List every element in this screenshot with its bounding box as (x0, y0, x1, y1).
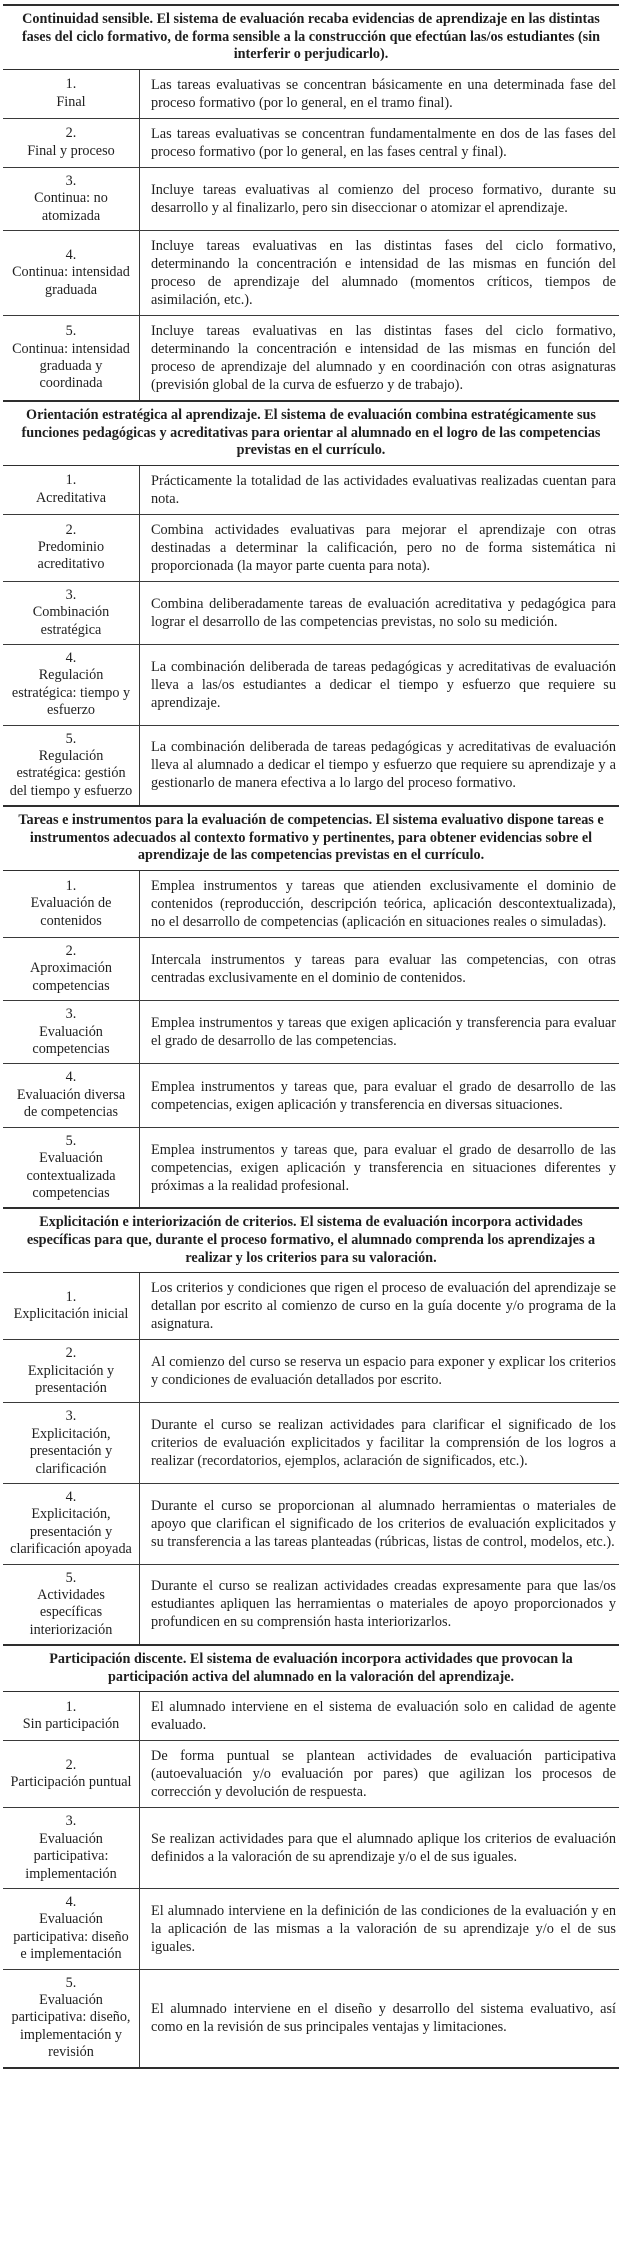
level-description: La combinación deliberada de tareas pedagógicas y acreditativas de evaluación lleva a las/os estudiantes a dedicar el tiempo y esfuerzo que requiere su aprendizaje. (151, 658, 616, 711)
level-description-cell (140, 726, 619, 806)
level-description-cell (140, 466, 619, 514)
level-description: Las tareas evaluativas se concentran básicamente en una determinada fase del proceso formativo (por lo general, en el tramo final). (151, 76, 616, 111)
criterion-row (3, 466, 619, 514)
level-label: Evaluación participativa: implementación (25, 1830, 117, 1882)
level-description-cell (140, 1484, 619, 1564)
level-description-cell (140, 231, 619, 315)
level-number: 3. (65, 1408, 77, 1425)
level-label: Aproximación competencias (30, 960, 112, 994)
level-label: Explicitación y presentación (27, 1362, 115, 1396)
level-description-cell (140, 871, 619, 937)
level-number: 2. (65, 1756, 77, 1773)
level-number: 1. (65, 76, 77, 93)
level-description: De forma puntual se plantean actividades de evaluación participativa (autoevaluación y/o evaluación por pares) que agilizan los procesos de corrección y devolución de respuesta. (151, 1748, 616, 1801)
section-header: Continuidad sensible. El sistema de evaluación recaba evidencias de aprendizaje en las distintas fases del ciclo formativo, de forma sensible a la construcción que efectúan las/os estudiantes (sin interferir o perjudicarlo). (3, 4, 619, 70)
section-header: Explicitación e interiorización de criterios. El sistema de evaluación incorpora actividades específicas para que, durante el proceso formativo, el alumnado comprenda los aprendizajes a realizar y los criterios para su valoración. (3, 1207, 619, 1273)
criterion-row (3, 937, 619, 1000)
level-label: Evaluación competencias (32, 1023, 110, 1058)
level-description-cell (140, 1340, 619, 1402)
section-header: Orientación estratégica al aprendizaje. El sistema de evaluación combina estratégicamente sus funciones pedagógicas y acreditativas para orientar al alumnado en el logro de las competencias previstas en el currículo. (3, 400, 619, 466)
level-number: 1. (65, 472, 77, 489)
level-label: Explicitación, presentación y clarificación apoyada (10, 1506, 132, 1558)
level-number: 5. (65, 323, 77, 340)
level-cell (3, 231, 140, 315)
rubric-section (3, 805, 619, 1207)
level-cell (3, 316, 140, 400)
criterion-row (3, 1740, 619, 1807)
criterion-row (3, 1692, 619, 1740)
criterion-row (3, 70, 619, 118)
level-label: Regulación estratégica: tiempo y esfuerzo (11, 667, 131, 719)
level-description: Las tareas evaluativas se concentran fundamentalmente en dos de las fases del proceso formativo (por lo general, en las fases central y final). (151, 125, 616, 160)
level-cell (3, 168, 140, 230)
level-number: 2. (65, 125, 77, 142)
level-number: 4. (65, 1069, 77, 1086)
level-description-cell (140, 1808, 619, 1888)
level-number: 5. (65, 1132, 77, 1149)
level-number: 4. (65, 1488, 77, 1505)
rubric-section (3, 4, 619, 400)
level-cell (3, 466, 140, 514)
criterion-row (3, 644, 619, 725)
level-description: Al comienzo del curso se reserva un espacio para exponer y explicar los criterios y condiciones de evaluación detallados por escrito. (151, 1354, 616, 1389)
level-label: Explicitación, presentación y clarificación (29, 1425, 113, 1477)
criterion-row (3, 1339, 619, 1402)
level-description-cell (140, 515, 619, 581)
level-description-cell (140, 1970, 619, 2067)
level-cell (3, 1340, 140, 1402)
level-description-cell (140, 1889, 619, 1969)
level-cell (3, 1889, 140, 1969)
level-number: 1. (65, 1698, 77, 1715)
level-description: Los criterios y condiciones que rigen el proceso de evaluación del aprendizaje se detallan por escrito al comienzo de curso en la guía docente y/o programa de la asignatura. (151, 1280, 616, 1333)
rubric-section (3, 400, 619, 805)
level-cell (3, 1692, 140, 1740)
level-cell (3, 1403, 140, 1483)
level-number: 4. (65, 650, 77, 666)
level-description-cell (140, 582, 619, 644)
level-label: Evaluación contextualizada competencias (26, 1150, 116, 1201)
level-cell (3, 1001, 140, 1063)
criterion-row (3, 1127, 619, 1208)
level-description-cell (140, 316, 619, 400)
level-cell (3, 70, 140, 118)
level-description-cell (140, 938, 619, 1000)
criterion-row (3, 1402, 619, 1483)
level-number: 3. (65, 1006, 77, 1023)
criterion-row (3, 1807, 619, 1888)
level-label: Evaluación participativa: diseño e implementación (13, 1911, 129, 1963)
rubric-section (3, 1207, 619, 1644)
criterion-row (3, 1063, 619, 1126)
level-number: 5. (65, 730, 77, 747)
level-number: 1. (65, 1288, 77, 1305)
level-description-cell (140, 1403, 619, 1483)
level-description: La combinación deliberada de tareas pedagógicas y acreditativas de evaluación lleva al alumnado a dedicar el tiempo y esfuerzo que requiere su aprendizaje y a gestionarlo de manera efectiva a lo largo del proceso formativo. (151, 739, 616, 792)
level-description: El alumnado interviene en la definición de las condiciones de la evaluación y en la aplicación de las mismas a la valoración de su aprendizaje y/o el de sus iguales. (151, 1902, 616, 1955)
level-description: Incluye tareas evaluativas al comienzo del proceso formativo, durante su desarrollo y al finalizarlo, pero sin diseccionar o atomizar el aprendizaje. (151, 181, 616, 216)
level-description-cell (140, 1128, 619, 1208)
level-description: Emplea instrumentos y tareas que, para evaluar el grado de desarrollo de las competencias, exigen aplicación y transferencia en diversas situaciones. (151, 1078, 616, 1113)
level-number: 5. (65, 1974, 77, 1991)
level-cell (3, 726, 140, 806)
level-number: 2. (65, 521, 77, 538)
level-label: Evaluación diversa de competencias (16, 1086, 126, 1121)
level-description-cell (140, 1741, 619, 1807)
level-label: Evaluación participativa: diseño, implementación y revisión (11, 1992, 131, 2061)
level-label: Final (56, 93, 86, 110)
level-description: Emplea instrumentos y tareas que, para evaluar el grado de desarrollo de las competencias, exigen aplicación y transferencia en situaciones diferentes y próximas a la realidad profesional. (151, 1141, 616, 1194)
level-description-cell (140, 1001, 619, 1063)
level-label: Participación puntual (10, 1774, 132, 1791)
criterion-row (3, 1888, 619, 1969)
level-cell (3, 1064, 140, 1126)
level-label: Final y proceso (27, 142, 115, 159)
level-number: 4. (65, 1894, 77, 1910)
level-description: Incluye tareas evaluativas en las distintas fases del ciclo formativo, determinando la concentración e intensidad de las mismas en función del proceso de aprendizaje del alumnado (momentos críticos, tiempos de asimilación, etc.). (151, 238, 616, 308)
level-cell (3, 645, 140, 725)
level-description: El alumnado interviene en el sistema de evaluación solo en calidad de agente evaluado. (151, 1699, 616, 1734)
criterion-row (3, 315, 619, 400)
level-cell (3, 871, 140, 937)
evaluation-rubric-table (3, 4, 619, 2069)
level-description: Se realizan actividades para que el alumnado aplique los criterios de evaluación definidos a la valoración de su aprendizaje y/o el de sus iguales. (151, 1831, 616, 1866)
criterion-row (3, 1273, 619, 1339)
level-number: 3. (65, 172, 77, 189)
criterion-row (3, 1483, 619, 1564)
level-label: Continua: intensidad graduada y coordinada (12, 340, 130, 392)
criterion-row (3, 1969, 619, 2067)
level-description: Emplea instrumentos y tareas que exigen aplicación y transferencia para evaluar el grado de desarrollo de las competencias. (151, 1015, 616, 1050)
level-number: 5. (65, 1569, 77, 1586)
level-description: Prácticamente la totalidad de las actividades evaluativas realizadas cuentan para nota. (151, 472, 616, 507)
level-description: Durante el curso se proporcionan al alumnado herramientas o materiales de apoyo que clarifican el significado de los criterios de evaluación explicitados y su transferencia a las tareas planteadas (rúbricas, listas de control, modelos, etc.). (151, 1497, 616, 1550)
section-header: Tareas e instrumentos para la evaluación de competencias. El sistema evaluativo dispone tareas e instrumentos adecuados al contexto formativo y pertinentes, para obtener evidencias sobre el aprendizaje de las competencias previstas en el currículo. (3, 805, 619, 871)
level-label: Sin participación (22, 1716, 120, 1733)
level-number: 3. (65, 1813, 77, 1830)
level-cell (3, 119, 140, 167)
criterion-row (3, 581, 619, 644)
level-description-cell (140, 119, 619, 167)
level-cell (3, 1970, 140, 2067)
level-cell (3, 1273, 140, 1339)
level-label: Combinación estratégica (32, 604, 110, 638)
level-cell (3, 1484, 140, 1564)
section-header: Participación discente. El sistema de evaluación incorpora actividades que provocan la participación activa del alumnado en la valoración del aprendizaje. (3, 1644, 619, 1692)
criterion-row (3, 871, 619, 937)
level-description: Durante el curso se realizan actividades para clarificar el significado de los criterios de evaluación explicitados y facilitar la comprensión de los logros a realizar (recordatorios, ejemplos, aclaración de significados, etc.). (151, 1417, 616, 1470)
level-label: Predominio acreditativo (37, 539, 105, 573)
level-description-cell (140, 1692, 619, 1740)
level-cell (3, 938, 140, 1000)
level-cell (3, 1741, 140, 1807)
level-cell (3, 1808, 140, 1888)
level-cell (3, 1565, 140, 1645)
level-description-cell (140, 70, 619, 118)
level-description: Combina actividades evaluativas para mejorar el aprendizaje con otras destinadas a determinar la calificación, pero no de forma sistemática ni proporcionada (la mayor parte cuenta para nota). (151, 521, 616, 574)
level-number: 2. (65, 1345, 77, 1362)
level-cell (3, 582, 140, 644)
criterion-row (3, 167, 619, 230)
level-label: Explicitación inicial (13, 1306, 129, 1323)
level-number: 2. (65, 943, 77, 960)
level-number: 4. (65, 246, 77, 263)
criterion-row (3, 514, 619, 581)
level-description: Emplea instrumentos y tareas que atienden exclusivamente el dominio de contenidos (reproducción, descripción teórica, aplicación descontextualizada), no el desarrollo de competencias (aplicación en situaciones reales o simuladas). (151, 878, 616, 931)
level-label: Acreditativa (35, 489, 107, 506)
level-label: Regulación estratégica: gestión del tiempo y esfuerzo (9, 748, 133, 799)
level-description-cell (140, 1565, 619, 1645)
level-description: Durante el curso se realizan actividades creadas expresamente para que las/os estudiantes apliquen las herramientas o materiales de apoyo proporcionados y profundicen en su comprensión hasta interiorizarlos. (151, 1578, 616, 1631)
rubric-section (3, 1644, 619, 2066)
level-description-cell (140, 1273, 619, 1339)
level-label: Evaluación de contenidos (30, 895, 112, 929)
criterion-row (3, 1000, 619, 1063)
level-label: Continua: intensidad graduada (12, 264, 130, 298)
level-label: Actividades específicas interiorización (29, 1586, 113, 1638)
level-label: Continua: no atomizada (34, 190, 108, 224)
level-cell (3, 1128, 140, 1208)
level-description-cell (140, 645, 619, 725)
criterion-row (3, 1564, 619, 1645)
criterion-row (3, 118, 619, 167)
level-description: Incluye tareas evaluativas en las distintas fases del ciclo formativo, determinando la concentración e intensidad de las mismas en función del proceso de aprendizaje del alumnado y en coordinación con otras asignaturas (previsión global de la curva de esfuerzo y de trabajo). (151, 323, 616, 393)
criterion-row (3, 230, 619, 315)
level-description: El alumnado interviene en el diseño y desarrollo del sistema evaluativo, así como en la revisión de sus principales ventajas y limitaciones. (151, 2001, 616, 2036)
level-description-cell (140, 1064, 619, 1126)
level-description: Combina deliberadamente tareas de evaluación acreditativa y pedagógica para lograr el desarrollo de las competencias previstas, no solo su medición. (151, 595, 616, 630)
level-description-cell (140, 168, 619, 230)
criterion-row (3, 725, 619, 806)
level-number: 3. (65, 586, 77, 603)
level-description: Intercala instrumentos y tareas para evaluar las competencias, con otras centradas exclusivamente en el dominio de contenidos. (151, 952, 616, 987)
level-number: 1. (65, 877, 77, 894)
level-cell (3, 515, 140, 581)
